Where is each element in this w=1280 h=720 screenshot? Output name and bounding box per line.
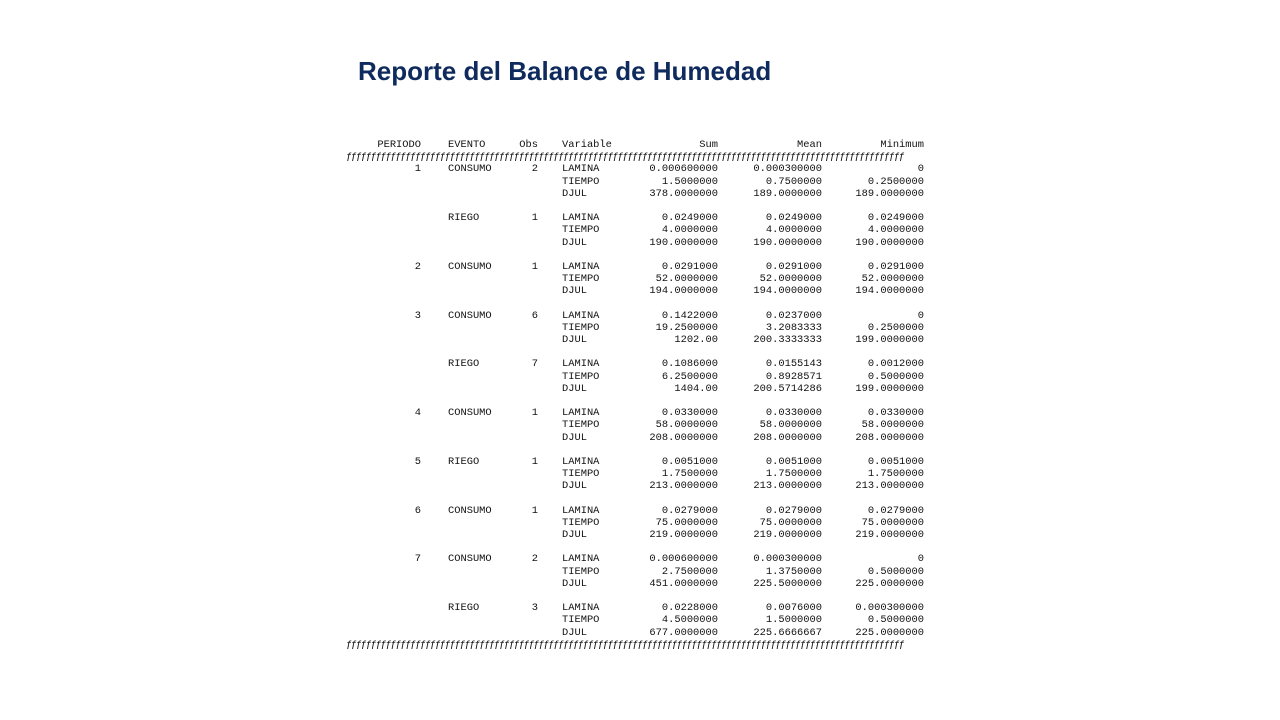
cell-variable: LAMINA xyxy=(562,553,600,566)
table-row xyxy=(346,224,924,236)
cell-evento: CONSUMO xyxy=(448,260,492,273)
cell-variable: TIEMPO xyxy=(562,370,600,383)
cell-variable: TIEMPO xyxy=(562,273,600,286)
cell-mean: 58.0000000 xyxy=(759,419,822,432)
blank-row xyxy=(346,200,924,212)
table-row xyxy=(346,602,924,614)
cell-variable: TIEMPO xyxy=(562,419,600,432)
table-row xyxy=(346,212,924,224)
cell-min: 1.7500000 xyxy=(867,468,924,481)
table-row xyxy=(346,322,924,334)
cell-obs: 2 xyxy=(531,163,538,176)
cell-mean: 4.0000000 xyxy=(765,224,822,237)
cell-obs: 1 xyxy=(531,455,538,468)
cell-periodo: 1 xyxy=(414,163,421,176)
cell-min: 194.0000000 xyxy=(855,285,924,298)
cell-min: 75.0000000 xyxy=(861,516,924,529)
header-obs: Obs xyxy=(519,139,538,151)
cell-min: 0.0279000 xyxy=(867,504,924,517)
cell-variable: DJUL xyxy=(562,187,587,200)
cell-variable: DJUL xyxy=(562,480,587,493)
cell-sum: 0.0051000 xyxy=(661,455,718,468)
table-row xyxy=(346,578,924,590)
table-row xyxy=(346,358,924,370)
cell-min: 0.5000000 xyxy=(867,614,924,627)
cell-periodo: 7 xyxy=(414,553,421,566)
cell-mean: 0.0279000 xyxy=(765,504,822,517)
cell-variable: DJUL xyxy=(562,382,587,395)
table-row xyxy=(346,163,924,175)
cell-min: 190.0000000 xyxy=(855,236,924,249)
cell-variable: DJUL xyxy=(562,431,587,444)
cell-mean: 189.0000000 xyxy=(753,187,822,200)
cell-obs: 7 xyxy=(531,358,538,371)
header-variable: Variable xyxy=(562,139,612,151)
cell-obs: 1 xyxy=(531,504,538,517)
blank-row xyxy=(346,346,924,358)
table-row xyxy=(346,237,924,249)
cell-mean: 194.0000000 xyxy=(753,285,822,298)
cell-sum: 0.000600000 xyxy=(649,553,718,566)
cell-mean: 0.0291000 xyxy=(765,260,822,273)
cell-sum: 1202.00 xyxy=(674,334,718,346)
cell-sum: 75.0000000 xyxy=(655,516,718,529)
cell-mean: 0.0237000 xyxy=(765,309,822,322)
cell-min: 0.000300000 xyxy=(855,602,924,615)
table-row xyxy=(346,456,924,468)
cell-evento: CONSUMO xyxy=(448,309,492,322)
cell-min: 0.2500000 xyxy=(867,175,924,188)
cell-sum: 2.7500000 xyxy=(661,565,718,578)
blank-row xyxy=(346,249,924,261)
table-row xyxy=(346,334,924,346)
table-row xyxy=(346,529,924,541)
cell-sum: 190.0000000 xyxy=(649,236,718,249)
cell-periodo: 4 xyxy=(414,407,421,420)
cell-obs: 1 xyxy=(531,260,538,273)
cell-evento: RIEGO xyxy=(448,212,480,225)
table-row xyxy=(346,468,924,480)
cell-sum: 0.0249000 xyxy=(661,212,718,225)
cell-mean: 190.0000000 xyxy=(753,236,822,249)
cell-evento: CONSUMO xyxy=(448,407,492,420)
table-row xyxy=(346,188,924,200)
cell-mean: 225.5000000 xyxy=(753,577,822,590)
cell-variable: TIEMPO xyxy=(562,468,600,481)
cell-variable: LAMINA xyxy=(562,504,600,517)
cell-variable: TIEMPO xyxy=(562,175,600,188)
cell-mean: 213.0000000 xyxy=(753,480,822,493)
cell-min: 0.0249000 xyxy=(867,212,924,225)
cell-variable: LAMINA xyxy=(562,358,600,371)
cell-min: 0.2500000 xyxy=(867,321,924,334)
header-sum: Sum xyxy=(699,139,718,151)
cell-evento: RIEGO xyxy=(448,455,480,468)
cell-mean: 0.7500000 xyxy=(765,175,822,188)
cell-min: 199.0000000 xyxy=(855,334,924,346)
cell-variable: TIEMPO xyxy=(562,565,600,578)
table-row xyxy=(346,371,924,383)
cell-min: 0.0291000 xyxy=(867,260,924,273)
cell-sum: 1.7500000 xyxy=(661,468,718,481)
cell-sum: 451.0000000 xyxy=(649,577,718,590)
cell-variable: LAMINA xyxy=(562,407,600,420)
cell-variable: TIEMPO xyxy=(562,321,600,334)
blank-row xyxy=(346,492,924,504)
cell-variable: TIEMPO xyxy=(562,516,600,529)
cell-mean: 0.0076000 xyxy=(765,602,822,615)
cell-mean: 200.5714286 xyxy=(753,382,822,395)
cell-mean: 1.7500000 xyxy=(765,468,822,481)
cell-mean: 75.0000000 xyxy=(759,516,822,529)
cell-min: 0.0051000 xyxy=(867,455,924,468)
table-row xyxy=(346,419,924,431)
table-row xyxy=(346,407,924,419)
cell-obs: 1 xyxy=(531,407,538,420)
cell-sum: 4.0000000 xyxy=(661,224,718,237)
cell-min: 4.0000000 xyxy=(867,224,924,237)
cell-sum: 0.0228000 xyxy=(661,602,718,615)
cell-sum: 0.0291000 xyxy=(661,260,718,273)
cell-sum: 0.000600000 xyxy=(649,163,718,176)
cell-min: 58.0000000 xyxy=(861,419,924,432)
cell-obs: 3 xyxy=(531,602,538,615)
cell-min: 189.0000000 xyxy=(855,187,924,200)
cell-periodo: 2 xyxy=(414,260,421,273)
cell-mean: 0.0249000 xyxy=(765,212,822,225)
cell-evento: CONSUMO xyxy=(448,163,492,176)
cell-sum: 194.0000000 xyxy=(649,285,718,298)
cell-min: 208.0000000 xyxy=(855,431,924,444)
cell-sum: 208.0000000 xyxy=(649,431,718,444)
separator-top: ƒƒƒƒƒƒƒƒƒƒƒƒƒƒƒƒƒƒƒƒƒƒƒƒƒƒƒƒƒƒƒƒƒƒƒƒƒƒƒƒƒƒƒƒƒƒƒƒƒƒƒƒƒƒƒƒƒƒƒƒƒƒƒƒƒƒƒƒƒƒƒƒƒƒƒƒƒƒƒƒƒƒƒƒƒƒƒƒƒƒƒƒƒƒƒƒƒƒƒƒƒƒƒƒƒƒƒƒƒƒƒƒƒ xyxy=(346,151,904,164)
cell-min: 0 xyxy=(917,553,924,566)
cell-mean: 208.0000000 xyxy=(753,431,822,444)
cell-sum: 213.0000000 xyxy=(649,480,718,493)
cell-mean: 200.3333333 xyxy=(753,334,822,346)
table-row xyxy=(346,627,924,639)
table-row xyxy=(346,176,924,188)
header-periodo: PERIODO xyxy=(377,139,421,151)
table-row xyxy=(346,383,924,395)
cell-variable: DJUL xyxy=(562,626,587,639)
cell-min: 219.0000000 xyxy=(855,529,924,541)
header-row xyxy=(346,139,924,151)
cell-min: 0.0330000 xyxy=(867,407,924,420)
cell-mean: 0.0330000 xyxy=(765,407,822,420)
cell-min: 0 xyxy=(917,163,924,176)
cell-sum: 219.0000000 xyxy=(649,529,718,541)
cell-variable: DJUL xyxy=(562,529,587,541)
cell-obs: 6 xyxy=(531,309,538,322)
cell-mean: 1.3750000 xyxy=(765,565,822,578)
cell-mean: 1.5000000 xyxy=(765,614,822,627)
cell-obs: 2 xyxy=(531,553,538,566)
cell-variable: LAMINA xyxy=(562,455,600,468)
cell-mean: 0.8928571 xyxy=(765,370,822,383)
cell-min: 0.5000000 xyxy=(867,565,924,578)
cell-sum: 4.5000000 xyxy=(661,614,718,627)
cell-min: 225.0000000 xyxy=(855,577,924,590)
cell-variable: DJUL xyxy=(562,236,587,249)
cell-variable: LAMINA xyxy=(562,260,600,273)
header-mean: Mean xyxy=(797,139,822,151)
cell-evento: RIEGO xyxy=(448,358,480,371)
blank-row xyxy=(346,541,924,553)
cell-sum: 1404.00 xyxy=(674,382,718,395)
table-row xyxy=(346,310,924,322)
cell-sum: 0.1086000 xyxy=(661,358,718,371)
cell-periodo: 6 xyxy=(414,504,421,517)
cell-mean: 225.6666667 xyxy=(753,626,822,639)
table-row xyxy=(346,273,924,285)
cell-sum: 6.2500000 xyxy=(661,370,718,383)
table-row xyxy=(346,553,924,565)
cell-mean: 0.0155143 xyxy=(765,358,822,371)
cell-variable: DJUL xyxy=(562,285,587,298)
summary-report-table xyxy=(346,139,924,651)
cell-variable: LAMINA xyxy=(562,309,600,322)
table-row xyxy=(346,261,924,273)
cell-mean: 219.0000000 xyxy=(753,529,822,541)
cell-sum: 0.0330000 xyxy=(661,407,718,420)
cell-variable: TIEMPO xyxy=(562,224,600,237)
cell-sum: 378.0000000 xyxy=(649,187,718,200)
cell-obs: 1 xyxy=(531,212,538,225)
cell-periodo: 5 xyxy=(414,455,421,468)
cell-variable: LAMINA xyxy=(562,602,600,615)
cell-sum: 677.0000000 xyxy=(649,626,718,639)
header-evento: EVENTO xyxy=(448,139,486,151)
cell-mean: 0.000300000 xyxy=(753,163,822,176)
blank-row xyxy=(346,297,924,309)
cell-min: 225.0000000 xyxy=(855,626,924,639)
table-row xyxy=(346,480,924,492)
cell-variable: DJUL xyxy=(562,334,587,346)
cell-variable: DJUL xyxy=(562,577,587,590)
report-title: Reporte del Balance de Humedad xyxy=(358,56,772,86)
blank-row xyxy=(346,590,924,602)
report-body xyxy=(346,163,924,638)
cell-variable: TIEMPO xyxy=(562,614,600,627)
cell-min: 213.0000000 xyxy=(855,480,924,493)
cell-mean: 0.000300000 xyxy=(753,553,822,566)
blank-row xyxy=(346,444,924,456)
cell-evento: CONSUMO xyxy=(448,504,492,517)
table-row xyxy=(346,432,924,444)
cell-mean: 0.0051000 xyxy=(765,455,822,468)
cell-evento: RIEGO xyxy=(448,602,480,615)
cell-variable: LAMINA xyxy=(562,163,600,176)
cell-variable: LAMINA xyxy=(562,212,600,225)
table-row xyxy=(346,566,924,578)
cell-sum: 52.0000000 xyxy=(655,273,718,286)
header-minimum: Minimum xyxy=(880,139,924,151)
cell-mean: 3.2083333 xyxy=(765,321,822,334)
table-row xyxy=(346,505,924,517)
cell-min: 0 xyxy=(917,309,924,322)
cell-min: 0.0012000 xyxy=(867,358,924,371)
blank-row xyxy=(346,395,924,407)
cell-mean: 52.0000000 xyxy=(759,273,822,286)
cell-sum: 0.0279000 xyxy=(661,504,718,517)
cell-min: 199.0000000 xyxy=(855,382,924,395)
cell-sum: 0.1422000 xyxy=(661,309,718,322)
table-row xyxy=(346,614,924,626)
separator-bottom: ƒƒƒƒƒƒƒƒƒƒƒƒƒƒƒƒƒƒƒƒƒƒƒƒƒƒƒƒƒƒƒƒƒƒƒƒƒƒƒƒƒƒƒƒƒƒƒƒƒƒƒƒƒƒƒƒƒƒƒƒƒƒƒƒƒƒƒƒƒƒƒƒƒƒƒƒƒƒƒƒƒƒƒƒƒƒƒƒƒƒƒƒƒƒƒƒƒƒƒƒƒƒƒƒƒƒƒƒƒƒƒƒƒ xyxy=(346,638,904,651)
cell-sum: 58.0000000 xyxy=(655,419,718,432)
table-row xyxy=(346,517,924,529)
cell-min: 52.0000000 xyxy=(861,273,924,286)
cell-sum: 19.2500000 xyxy=(655,321,718,334)
cell-sum: 1.5000000 xyxy=(661,175,718,188)
cell-periodo: 3 xyxy=(414,309,421,322)
table-row xyxy=(346,285,924,297)
cell-min: 0.5000000 xyxy=(867,370,924,383)
cell-evento: CONSUMO xyxy=(448,553,492,566)
